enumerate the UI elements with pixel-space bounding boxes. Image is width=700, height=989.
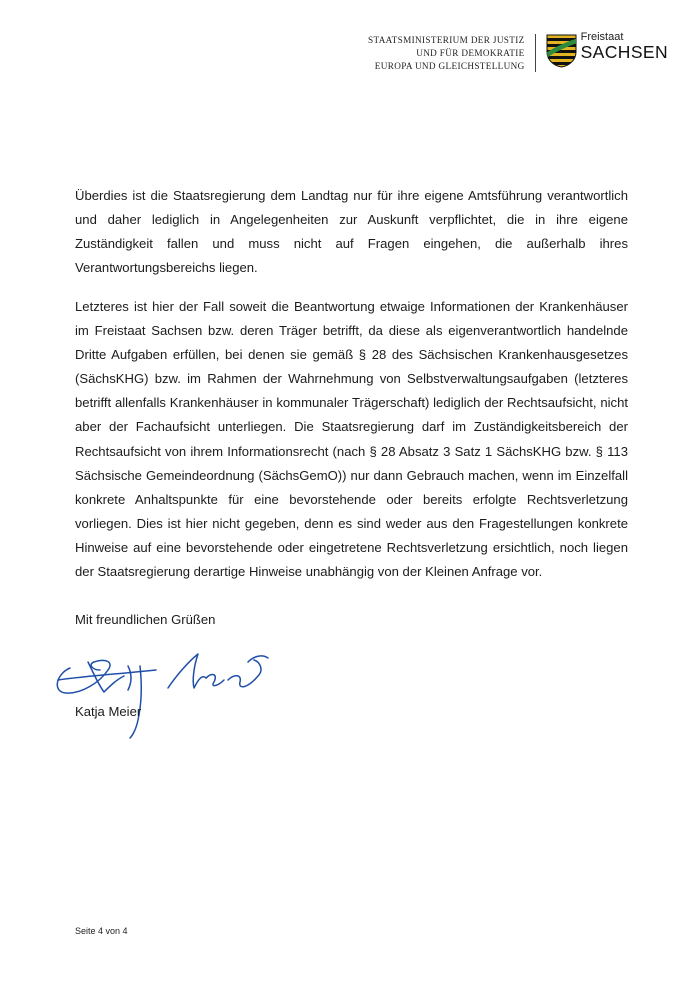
saxony-coat-of-arms-icon	[546, 34, 577, 68]
ministry-line: UND FÜR DEMOKRATIE	[416, 48, 525, 58]
state-label-big: SACHSEN	[580, 42, 668, 62]
body-paragraph: Überdies ist die Staatsregierung dem Landtag nur für ihre eigene Amtsführung verantwortlich und daher lediglich in Angelegenheiten zur Auskunft verpflichtet, die in ihre eigene Zuständigkeit fallen und muss nicht auf Fragen eingehen, die außerhalb ihres Verantwortungsbereichs liegen.	[75, 188, 628, 276]
body-paragraph: Letzteres ist hier der Fall soweit die Beantwortung etwaige Informationen der Krankenhäuser im Freistaat Sachsen bzw. deren Träger betrifft, da diese als eigenverantwortlich handelnde Dritte Aufgaben erfüllen, bei denen sie gemäß § 28 des Sächsischen Krankenhausgesetzes (SächsKHG) bzw. im Rahmen der Wahrnehmung von Selbstverwaltungsaufgaben (letzteres betrifft allenfalls Krankenhäuser in kommunaler Trägerschaft) lediglich der Rechtsaufsicht, nicht aber der Fachaufsicht unterliegen. Die Staatsregierung darf im Zuständigkeitsbereich der Rechtsaufsicht von ihrem Informationsrecht (nach § 28 Absatz 3 Satz 1 SächsKHG bzw. § 113 Sächsische Gemeindeordnung (SächsGemO)) nur dann Gebrauch machen, wenn im Einzelfall konkrete Anhaltspunkte für eine bevorstehende oder bereits erfolgte Rechtsverletzung vorliegen. Dies ist hier nicht gegeben, denn es sind weder aus den Fragestellungen konkrete Hinweise auf eine bevorstehende oder eingetretene Rechtsverletzung ersichtlich, noch liegen der Staatsregierung derartige Hinweise unabhängig von der Kleinen Anfrage vor.	[75, 299, 628, 580]
closing-salutation: Mit freundlichen Grüßen	[75, 612, 216, 627]
page-number: Seite 4 von 4	[75, 926, 128, 936]
ministry-name	[368, 32, 525, 73]
header-divider	[535, 34, 536, 72]
ministry-line: EUROPA UND GLEICHSTELLUNG	[374, 61, 525, 71]
state-wordmark	[581, 31, 668, 61]
state-label-small: Freistaat	[580, 31, 624, 43]
handwritten-signature	[48, 640, 278, 740]
ministry-line: STAATSMINISTERIUM DER JUSTIZ	[368, 35, 525, 45]
signer-name: Katja Meier	[75, 704, 142, 719]
letterhead	[368, 32, 668, 73]
